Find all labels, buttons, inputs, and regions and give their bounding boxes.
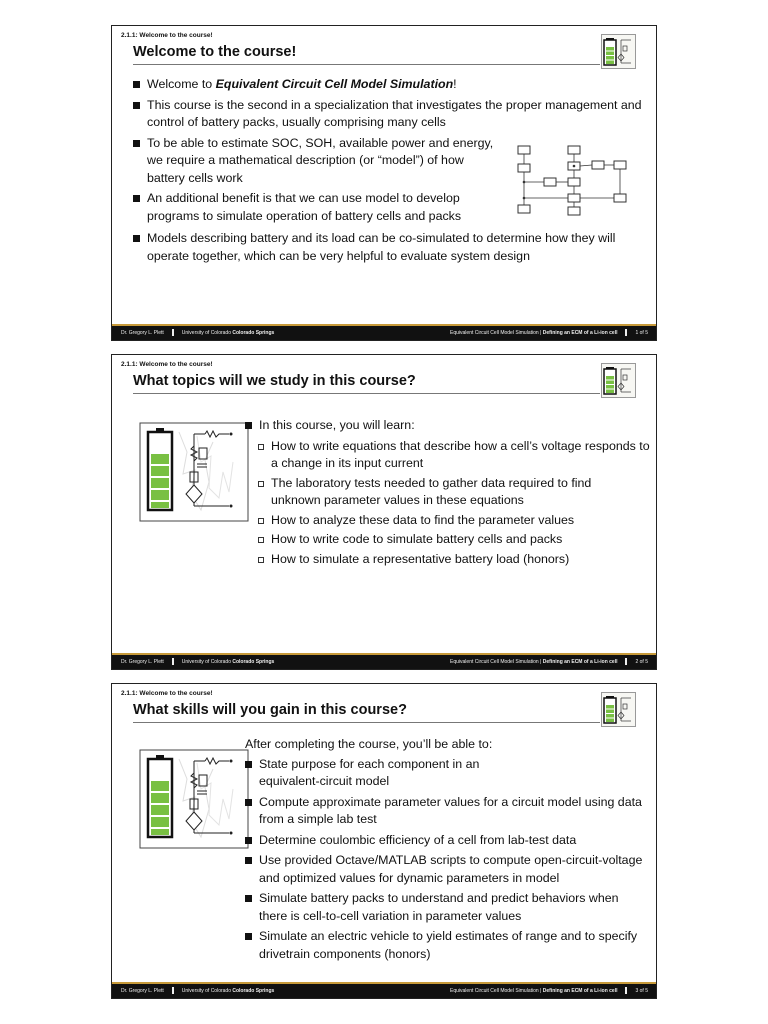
bullet-item: Models describing battery and its load can be co-simulated to determine how they will operate together, which can be very helpful to evaluate system design: [133, 230, 647, 265]
bullet-item: In this course, you will learn:: [245, 417, 657, 435]
sub-bullet-item: The laboratory tests needed to gather data required to find unknown parameter values in these equations: [245, 475, 641, 510]
bullet-item: This course is the second in a specialization that investigates the proper management and control of battery packs, usually comprising many cells: [133, 97, 647, 132]
slide-title: What skills will you gain in this course?: [133, 702, 407, 718]
page-number: 3 of 5: [635, 988, 648, 994]
slide-1: [111, 25, 657, 341]
bullet-item: Compute approximate parameter values for a circuit model using data from a simple lab test: [245, 794, 649, 829]
battery-logo-icon: [601, 692, 636, 727]
bullet-item: State purpose for each component in an equivalent-circuit model: [245, 756, 509, 791]
slide-title: Welcome to the course!: [133, 44, 297, 60]
bullet-item: Use provided Octave/MATLAB scripts to compute open-circuit-voltage and optimized values for dynamic parameters in model: [245, 852, 644, 887]
breadcrumb: 2.1.1: Welcome to the course!: [121, 690, 213, 697]
slide-footer: Dr. Gregory L. Plett University of Colorado Colorado Springs Equivalent Circuit Cell Model Simulation | Defining an ECM of a Li-ion cell 3 of 5: [112, 982, 656, 998]
page-number: 1 of 5: [635, 330, 648, 336]
battery-circuit-illustration: [139, 422, 249, 522]
sub-bullet-item: How to simulate a representative battery load (honors): [245, 551, 657, 569]
battery-logo-icon: [601, 34, 636, 69]
breadcrumb: 2.1.1: Welcome to the course!: [121, 361, 213, 368]
slide-3: [111, 683, 657, 999]
system-block-diagram: [510, 142, 630, 218]
intro-text: After completing the course, you’ll be able to:: [245, 737, 493, 751]
bullet-item: To be able to estimate SOC, SOH, available power and energy, we require a mathematical description (or “model”) of how battery cells work: [133, 135, 502, 188]
bullet-item: An additional benefit is that we can use model to develop programs to simulate operation of battery cells and packs: [133, 190, 502, 225]
slide-2: [111, 354, 657, 670]
sub-bullet-item: How to analyze these data to find the parameter values: [245, 512, 657, 530]
sub-bullet-item: How to write code to simulate battery cells and packs: [245, 531, 657, 549]
course-name: Equivalent Circuit Cell Model Simulation: [215, 77, 454, 91]
breadcrumb: 2.1.1: Welcome to the course!: [121, 32, 213, 39]
slide-content: [245, 736, 649, 966]
title-divider: [133, 393, 600, 394]
battery-circuit-illustration: [139, 749, 249, 849]
slide-content: [245, 417, 657, 570]
bullet-item: Simulate an electric vehicle to yield estimates of range and to specify drivetrain components (honors): [245, 928, 639, 963]
bullet-item: Simulate battery packs to understand and predict behaviors when there is cell-to-cell variation in parameter values: [245, 890, 619, 925]
slide-footer: Dr. Gregory L. Plett University of Colorado Colorado Springs Equivalent Circuit Cell Model Simulation | Defining an ECM of a Li-ion cell 1 of 5: [112, 324, 656, 340]
bullet-item: Determine coulombic efficiency of a cell from lab-test data: [245, 832, 649, 850]
title-divider: [133, 722, 600, 723]
page-number: 2 of 5: [635, 659, 648, 665]
sub-bullet-item: How to write equations that describe how a cell’s voltage responds to a change in its input current: [245, 438, 651, 473]
slide-footer: Dr. Gregory L. Plett University of Colorado Colorado Springs Equivalent Circuit Cell Model Simulation | Defining an ECM of a Li-ion cell 2 of 5: [112, 653, 656, 669]
title-divider: [133, 64, 600, 65]
battery-logo-icon: [601, 363, 636, 398]
bullet-item: Welcome to Equivalent Circuit Cell Model Simulation!: [133, 76, 647, 94]
slide-title: What topics will we study in this course?: [133, 373, 416, 389]
